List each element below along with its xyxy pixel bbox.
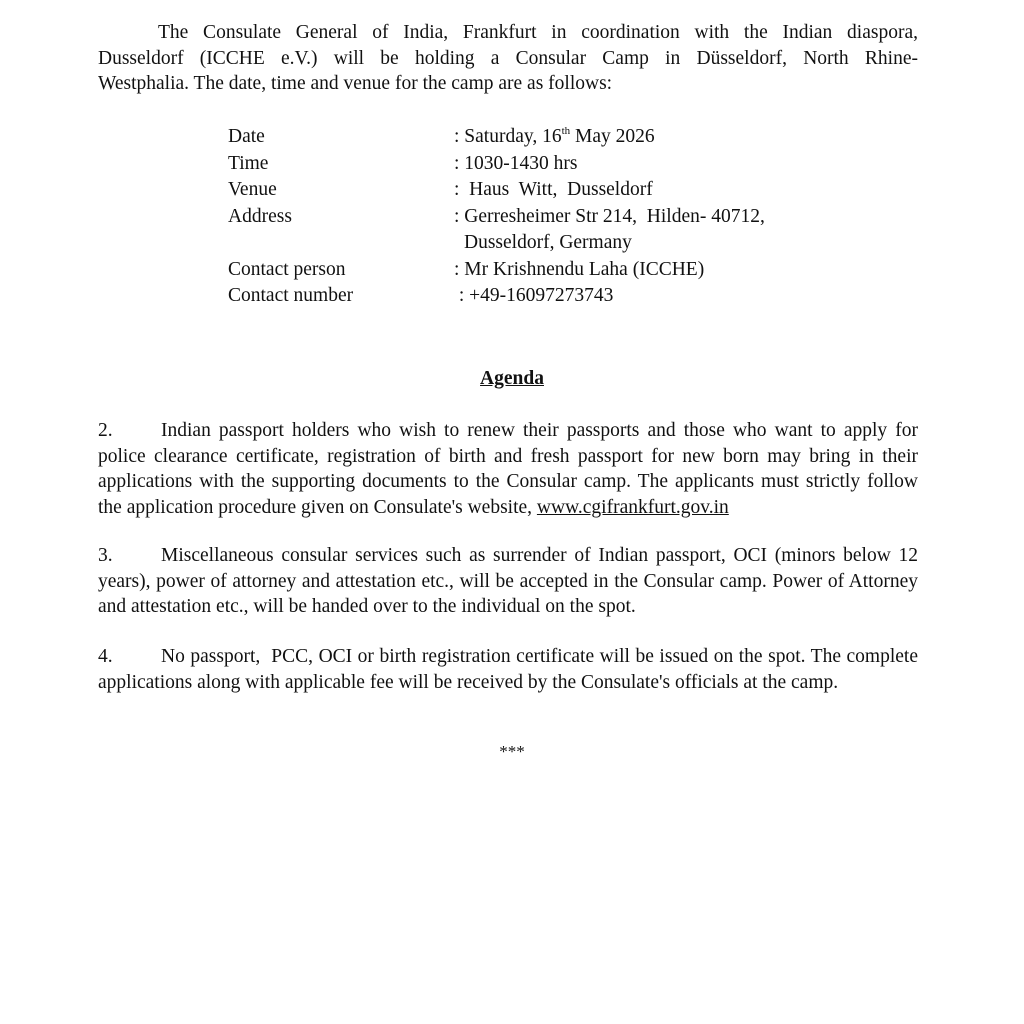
detail-label: Address xyxy=(228,205,292,227)
agenda-item-3 xyxy=(98,543,918,620)
detail-label-empty xyxy=(228,230,454,257)
date-ordinal: th xyxy=(561,125,571,137)
agenda-item-number: 4. xyxy=(98,646,113,667)
detail-row-date xyxy=(228,124,828,151)
agenda-item-number: 3. xyxy=(98,545,113,566)
agenda-item-2 xyxy=(98,418,918,520)
detail-row-time xyxy=(228,151,828,178)
detail-label: Date xyxy=(228,126,265,147)
detail-value-address-cont: Dusseldorf, Germany xyxy=(464,232,632,253)
detail-label: Time xyxy=(228,152,269,174)
agenda-item-number: 2. xyxy=(98,420,113,441)
detail-label: Venue xyxy=(228,179,277,200)
detail-value-date xyxy=(454,124,828,151)
detail-value-time: : 1030-1430 hrs xyxy=(454,152,578,174)
agenda-item-text: Indian passport holders who wish to renew their passports and those who want to apply for police clearance certificate, registration of birth and fresh passport for new born may bring in their applications with the supporting documents to the Consular camp. The applicants must strictly follow the application procedure given on Consulate's website, xyxy=(98,420,918,518)
detail-row-venue xyxy=(228,177,828,204)
agenda-heading: Agenda xyxy=(480,368,544,389)
detail-value-venue: : Haus Witt, Dusseldorf xyxy=(454,179,653,200)
detail-label: Contact number xyxy=(228,285,354,306)
agenda-item-text: No passport, PCC, OCI or birth registration certificate will be issued on the spot. The complete applications along with applicable fee will be received by the Consulate's officials at the camp. xyxy=(98,646,923,693)
consulate-website-link[interactable]: www.cgifrankfurt.gov.in xyxy=(536,496,729,518)
detail-row-contact-person xyxy=(228,257,828,284)
camp-details-table xyxy=(228,124,828,310)
intro-line-2: Dusseldorf (ICCHE e.V.) will be holding a Consular Camp in Düsseldorf, North Rhine- xyxy=(98,47,918,69)
detail-row-address xyxy=(228,204,828,231)
detail-row-contact-number xyxy=(228,283,828,310)
detail-value-contact-person: : Mr Krishnendu Laha (ICCHE) xyxy=(454,258,705,280)
date-suffix: May 2026 xyxy=(570,126,655,147)
intro-paragraph xyxy=(98,20,918,97)
intro-line-3: Westphalia. The date, time and venue for the camp are as follows: xyxy=(98,73,613,94)
agenda-item-4 xyxy=(98,644,923,695)
agenda-item-text: Miscellaneous consular services such as surrender of Indian passport, OCI (minors below 12 years), power of attorney and attestation etc., will be accepted in the Consular camp. Power of Attorney and attestation etc., will be handed over to the individual on the spot. xyxy=(98,545,918,617)
detail-value-address: : Gerresheimer Str 214, Hilden- 40712, xyxy=(454,205,765,227)
intro-line-1: The Consulate General of India, Frankfurt in coordination with the Indian diaspora, xyxy=(158,22,918,43)
detail-label: Contact person xyxy=(228,258,346,280)
end-separator: *** xyxy=(499,742,525,761)
date-prefix: : Saturday, 16 xyxy=(454,126,562,147)
detail-row-address-cont xyxy=(228,230,828,257)
detail-value-contact-number: : +49-16097273743 xyxy=(454,285,614,306)
